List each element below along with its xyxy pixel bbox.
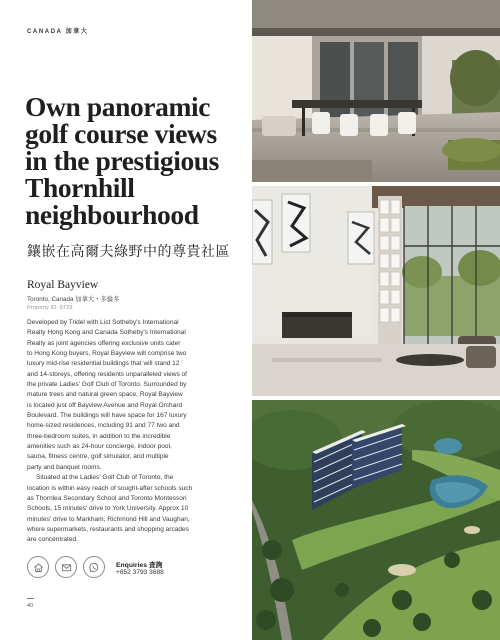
aerial-golf-photo — [252, 400, 500, 640]
envelope-icon — [61, 562, 72, 573]
headline-line: Thornhill — [25, 172, 135, 203]
body-line: Realty as joint agencies offering exclusive units cater — [27, 339, 181, 347]
body-line: Developed by Tridel with List Sotheby's International — [27, 319, 179, 326]
photo-column — [252, 0, 500, 640]
lobby-photo — [252, 186, 500, 396]
body-line: minutes' drive to Markham, Richmond Hill and Vaughan, — [27, 515, 190, 523]
headline-line: in the prestigious — [25, 145, 219, 176]
email-button[interactable] — [55, 556, 77, 578]
home-button[interactable] — [27, 556, 49, 578]
enquiries-phone[interactable]: +852 3793 3688 — [116, 569, 164, 576]
body-line: Schools, 15 minutes' drive to York University. Approx 10 — [27, 505, 189, 513]
whatsapp-button[interactable] — [83, 556, 105, 578]
body-line: sauna, fitness centre, golf simulator, and multiple — [27, 453, 169, 461]
body-line: and 14-storeys, offering residents unparalleled views of — [27, 370, 188, 378]
body-line: as Thornlea Secondary School and Toronto Montessori — [27, 494, 187, 502]
article-body — [27, 318, 249, 546]
body-line: the private Ladies' Golf Club of Toronto. Surrounded by — [27, 381, 187, 389]
headline-line: golf course views — [25, 118, 217, 149]
page-number: 40 — [27, 603, 34, 609]
headline-chinese: 鑲嵌在高爾夫綠野中的尊貴社區 — [27, 244, 230, 260]
home-icon — [33, 562, 44, 573]
whatsapp-icon — [89, 562, 100, 573]
page-rule — [27, 598, 34, 599]
body-line: Situated at the Ladies' Golf Club of Toronto, the — [36, 474, 174, 482]
body-line: where supermarkets, restaurants and shopping arcades — [27, 525, 189, 533]
body-line: Realty Hong Kong and Canada Sotheby's International — [27, 329, 186, 337]
body-line: three-bedroom suites, in addition to the incredible — [27, 432, 171, 440]
body-line: are concentrated. — [27, 536, 78, 544]
body-line: amenities such as 24-hour concierge, indoor pool, — [27, 443, 172, 451]
property-id: Property ID: 9729 — [27, 305, 73, 311]
headline-line: Own panoramic — [25, 91, 211, 122]
body-line: home-sized residences, including 91 and 77 two and — [27, 422, 180, 430]
headline — [25, 93, 249, 228]
headline-line: neighbourhood — [25, 199, 199, 230]
property-location: Toronto, Canada 加拿大・多倫多 — [27, 296, 120, 303]
enquiries-title: Enquiries 查詢 — [116, 562, 163, 569]
property-name: Royal Bayview — [27, 279, 99, 291]
body-line: party and banquet rooms. — [27, 463, 102, 471]
body-line: is located just off Bayview Avenue and Royal Orchard — [27, 401, 183, 409]
body-line: to Hong Kong buyers, Royal Bayview will comprise two — [27, 350, 187, 358]
section-kicker: CANADA 加拿大 — [27, 29, 89, 35]
body-line: mature trees and natural green space, Royal Bayview — [27, 391, 183, 399]
body-line: location is within easy reach of sought-after schools such — [27, 484, 193, 492]
body-line: luxury mid-rise residential buildings that will stand 12 — [27, 360, 180, 368]
body-line: Boulevard. The buildings will have space for 167 luxury — [27, 412, 187, 420]
terrace-photo — [252, 0, 500, 182]
